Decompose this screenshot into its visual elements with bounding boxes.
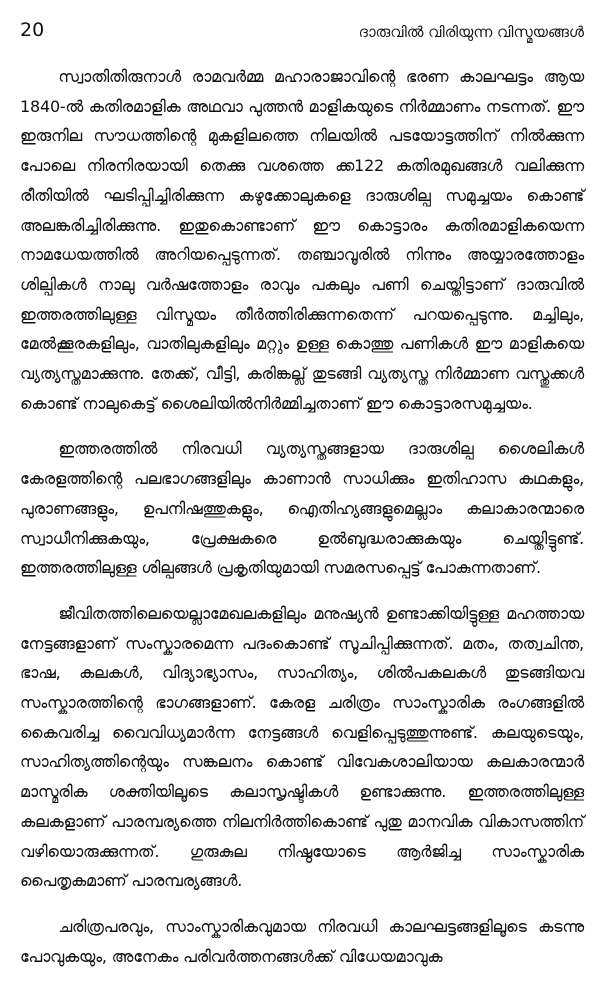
paragraph-1: സ്വാതിതിരുനാൾ രാമവർമ്മ മഹാരാജാവിന്റെ ഭരണ കാലഘട്ടം ആയ 1840-ൽ കതിരമാളിക അഥവാ പുത്തൻ മാളികയുടെ നിർമ്മാണം നടന്നത്. ഈ ഇരുനില സൗധത്തിന്റെ മുകളിലത്തെ നിലയിൽ പടയോട്ടത്തിന് നിൽക്കുന്ന പോലെ നിരനിരയായി തെക്കു വശത്തെ ക്ക122 കതിരമുഖങ്ങൾ വലിക്കുന്ന രീതിയിൽ ഘടിപ്പിച്ചിരിക്കുന്ന കഴുക്കോലുകളെ ദാരുശില്പ സമുച്ചയം കൊണ്ട് അലങ്കരിച്ചിരിക്കുന്നു. ഇതുകൊണ്ടാണ് ഈ കൊട്ടാരം കതിരമാളികയെന്ന നാമധേയത്തിൽ അറിയപ്പെടുന്നത്. തഞ്ചാവൂരിൽ നിന്നും അയ്യാരത്തോളം ശില്പികൾ നാലു വർഷത്തോളം രാവും പകലും പണി ചെയ്തിട്ടാണ് ദാരുവിൽ ഇത്തരത്തിലുള്ള വിസ്മയം തീർത്തിരിക്കുന്നതെന്ന് പറയപ്പെടുന്നു. മച്ചിലും, മേൽക്കൂരകളിലും, വാതിലുകളിലും മറ്റും ഉള്ള കൊത്തു പണികൾ ഈ മാളികയെ വ്യത്യസ്തമാക്കുന്നു. തേക്ക്, വീട്ടി, കരിങ്കല്ല് തുടങ്ങി വ്യത്യസ്ത നിർമ്മാണ വസ്തുക്കൾ കൊണ്ട് നാലുകെട്ട് ശൈലിയിൽനിർമ്മിച്ചതാണ് ഈ കൊട്ടാരസമുച്ചയം. [20, 67, 584, 413]
running-title: ദാരുവിൽ വിരിയുന്ന വിസ്മയങ്ങൾ [358, 23, 584, 41]
paragraph-3: ജീവിതത്തിലെയെല്ലാമേഖലകളിലും മനുഷ്യൻ ഉണ്ടാക്കിയിട്ടുള്ള മഹത്തായ നേട്ടങ്ങളാണ് സംസ്കാരമെന്ന പദംകൊണ്ട് സൂചിപ്പിക്കുന്നത്. മതം, തത്വചിന്ത, ഭാഷ, കലകൾ, വിദ്യാഭ്യാസം, സാഹിത്യം, ശിൽപകലകൾ തുടങ്ങിയവ സംസ്കാരത്തിന്റെ ഭാഗങ്ങളാണ്. കേരള ചരിത്രം സാംസ്കാരിക രംഗങ്ങളിൽ കൈവരിച്ച വൈവിധ്യമാർന്ന നേട്ടങ്ങൾ വെളിപ്പെടുത്തുന്നുണ്ട്. കലയുടെയും, സാഹിത്യത്തിന്റെയും സങ്കലനം കൊണ്ട് വിവേകശാലിയായ കലകാരന്മാർ മാസ്മരിക ശക്തിയിലൂടെ കലാസൃഷ്ടികൾ ഉണ്ടാക്കുന്നു. ഇത്തരത്തിലുള്ള കലകളാണ് പാരമ്പര്യത്തെ നിലനിർത്തികൊണ്ട് പുതു മാനവിക വികാസത്തിന് വഴിയൊരുക്കുന്നത്. ഗുരുകുല നിഷ്ഠയോടെ ആർജിച്ച സാംസ്കാരിക പൈതൃകമാണ് പാരമ്പര്യങ്ങൾ. [20, 603, 584, 891]
paragraph-4: ചരിത്രപരവും, സാംസ്കാരികവുമായ നിരവധി കാലഘട്ടങ്ങളിലൂടെ കടന്നു പോവുകയും, അനേകം പരിവർത്തനങ്ങൾക്ക് വിധേയമാവുക [20, 916, 584, 966]
body-text [20, 62, 584, 971]
page-number: 20 [20, 19, 45, 41]
paragraph-2: ഇത്തരത്തിൽ നിരവധി വ്യത്യസ്തങ്ങളായ ദാരുശില്പ ശൈലികൾ കേരളത്തിന്റെ പലഭാഗങ്ങളിലും കാണാൻ സാധിക്കും ഇതിഹാസ കഥകളും, പുരാണങ്ങളും, ഉപനിഷത്തുകളും, ഐതിഹ്യങ്ങളുമെല്ലാം കലാകാരന്മാരെ സ്വാധീനിക്കുകയും, പ്രേക്ഷകരെ ഉൽബുദ്ധരാക്കുകയും ചെയ്തിട്ടുണ്ട്. ഇത്തരത്തിലുള്ള ശില്പങ്ങൾ പ്രകൃതിയുമായി സമരസപ്പെട്ട് പോകുന്നതാണ്. [20, 439, 584, 578]
page-header [20, 0, 584, 46]
